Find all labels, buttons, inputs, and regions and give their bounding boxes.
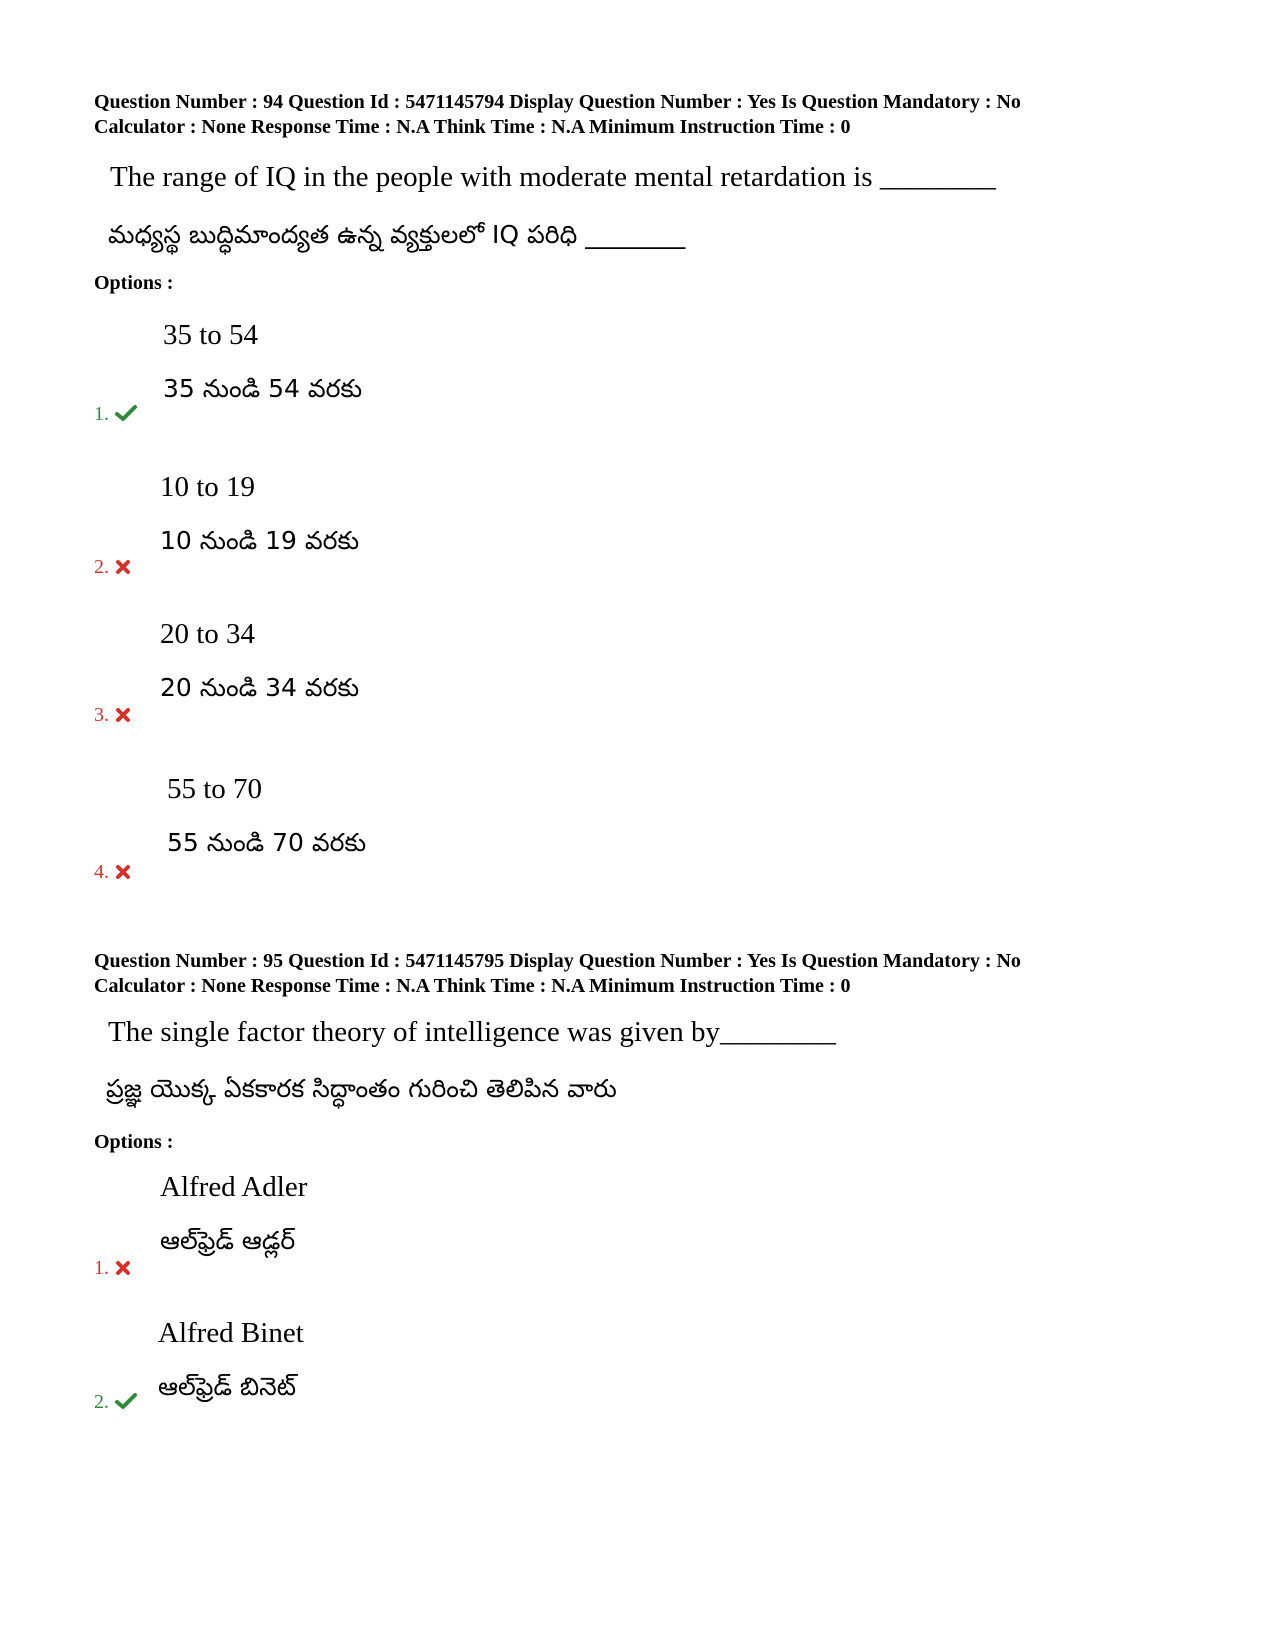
option-number — [94, 555, 131, 579]
option-text-te: 55 నుండి 70 వరకు — [167, 828, 367, 857]
option-number-label: 1. — [94, 403, 109, 425]
option-number — [94, 402, 137, 426]
question-text-en: The range of IQ in the people with moderate mental retardation is ________ — [110, 161, 996, 193]
cross-icon — [115, 864, 131, 880]
option-number — [94, 1256, 131, 1280]
question-meta-line2: Calculator : None Response Time : N.A Think Time : N.A Minimum Instruction Time : 0 — [94, 116, 851, 138]
option-number-label: 4. — [94, 861, 109, 883]
cross-icon — [115, 707, 131, 723]
option-text-te: 10 నుండి 19 వరకు — [160, 526, 360, 555]
option-text-en: 55 to 70 — [167, 773, 263, 805]
option-number-label: 3. — [94, 704, 109, 726]
question-meta-line1: Question Number : 94 Question Id : 5471145794 Display Question Number : Yes Is Question Mandatory : No — [94, 91, 1021, 113]
option-number-label: 2. — [94, 556, 109, 578]
option-number-label: 2. — [94, 1391, 109, 1413]
cross-icon — [115, 559, 131, 575]
question-meta-line2: Calculator : None Response Time : N.A Think Time : N.A Minimum Instruction Time : 0 — [94, 975, 851, 997]
option-number — [94, 860, 131, 884]
option-text-en: Alfred Adler — [160, 1171, 308, 1203]
question-meta-line1: Question Number : 95 Question Id : 5471145795 Display Question Number : Yes Is Question Mandatory : No — [94, 950, 1021, 972]
check-icon — [115, 1392, 137, 1410]
option-text-te: ఆల్‌ఫ్రెడ్ ఆడ్లర్ — [160, 1226, 296, 1255]
check-icon — [115, 404, 137, 422]
option-text-te: 35 నుండి 54 వరకు — [163, 374, 363, 403]
cross-icon — [115, 1260, 131, 1276]
options-label: Options : — [94, 272, 174, 294]
option-text-en: Alfred Binet — [158, 1317, 304, 1349]
option-text-te: 20 నుండి 34 వరకు — [160, 673, 360, 702]
question-text-te: ప్రజ్ఞ యొక్క ఏకకారక సిద్ధాంతం గురించి తెలిపిన వారు — [106, 1074, 617, 1103]
option-number-label: 1. — [94, 1257, 109, 1279]
question-text-en: The single factor theory of intelligence was given by________ — [108, 1016, 837, 1048]
option-text-en: 20 to 34 — [160, 618, 256, 650]
option-number — [94, 703, 131, 727]
option-number — [94, 1390, 137, 1414]
option-text-te: ఆల్‌ఫ్రెడ్ బినెట్ — [158, 1372, 297, 1401]
option-text-en: 35 to 54 — [163, 319, 259, 351]
option-text-en: 10 to 19 — [160, 471, 256, 503]
options-label: Options : — [94, 1131, 174, 1153]
question-text-te: మధ్యస్థ బుద్ధిమాంద్యత ఉన్న వ్యక్తులలో IQ పరిధి ________ — [108, 220, 686, 249]
